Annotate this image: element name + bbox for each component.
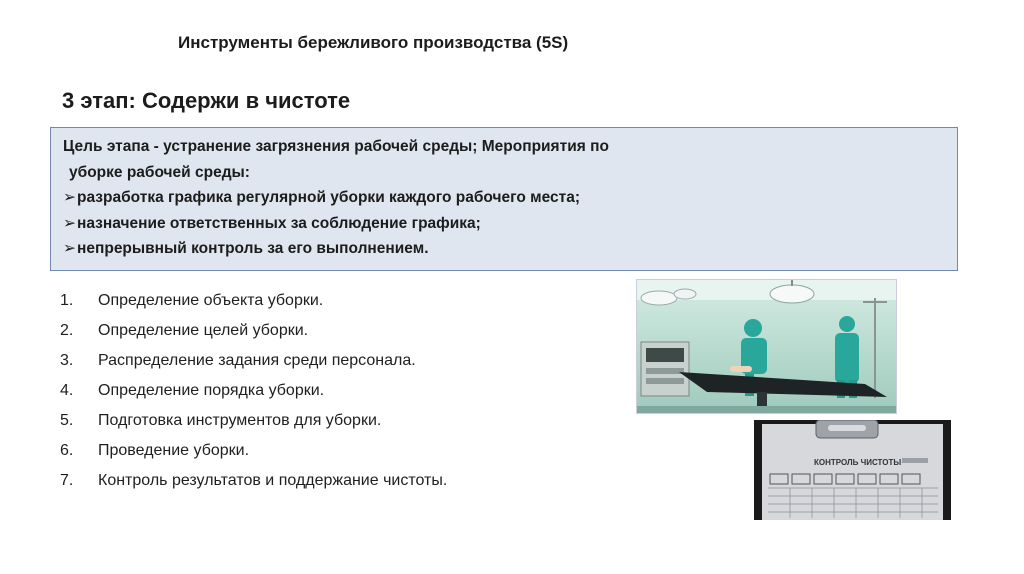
operating-room-photo <box>637 280 896 413</box>
arrow-bullet-icon: ➢ <box>63 240 76 257</box>
list-item <box>60 286 447 316</box>
list-item <box>60 316 447 346</box>
stage-heading: 3 этап: Содержи в чистоте <box>62 88 351 113</box>
step-number: 7. <box>60 472 74 489</box>
goal-line: уборке рабочей среды: <box>69 163 250 181</box>
list-item <box>60 376 447 406</box>
step-number: 5. <box>60 412 74 429</box>
step-number: 3. <box>60 352 74 369</box>
step-text: Подготовка инструментов для уборки. <box>98 412 382 429</box>
slide-title: Инструменты бережливого производства (5S) <box>178 33 569 52</box>
step-text: Определение порядка уборки. <box>98 382 325 399</box>
list-item <box>60 346 447 376</box>
goal-bullet-text: разработка графика регулярной уборки каждого рабочего места; <box>77 189 580 206</box>
goal-box <box>50 127 958 271</box>
goal-bullet <box>63 211 945 237</box>
step-text: Контроль результатов и поддержание чистоты. <box>98 472 448 489</box>
clipboard-illustration <box>754 420 951 520</box>
clipboard-header: КОНТРОЛЬ ЧИСТОТЫ <box>814 458 902 467</box>
step-text: Определение объекта уборки. <box>98 292 324 309</box>
step-number: 4. <box>60 382 74 399</box>
goal-bullet <box>63 185 945 211</box>
arrow-bullet-icon: ➢ <box>63 189 76 206</box>
step-number: 6. <box>60 442 74 459</box>
operating-room-illustration <box>637 280 896 413</box>
list-item <box>60 466 447 496</box>
clipboard-photo <box>754 420 951 520</box>
goal-bullet-text: непрерывный контроль за его выполнением. <box>77 240 429 257</box>
list-item <box>60 436 447 466</box>
step-number: 2. <box>60 322 74 339</box>
list-item <box>60 406 447 436</box>
goal-bullet <box>63 236 945 262</box>
goal-bullet-text: назначение ответственных за соблюдение графика; <box>77 214 481 232</box>
step-text: Распределение задания среди персонала. <box>98 352 416 369</box>
arrow-bullet-icon: ➢ <box>63 214 76 232</box>
step-text: Проведение уборки. <box>98 442 250 459</box>
goal-line: Цель этапа - устранение загрязнения рабочей среды; Мероприятия по <box>63 138 609 155</box>
step-text: Определение целей уборки. <box>98 322 309 339</box>
step-number: 1. <box>60 292 74 309</box>
steps-list <box>60 286 447 496</box>
